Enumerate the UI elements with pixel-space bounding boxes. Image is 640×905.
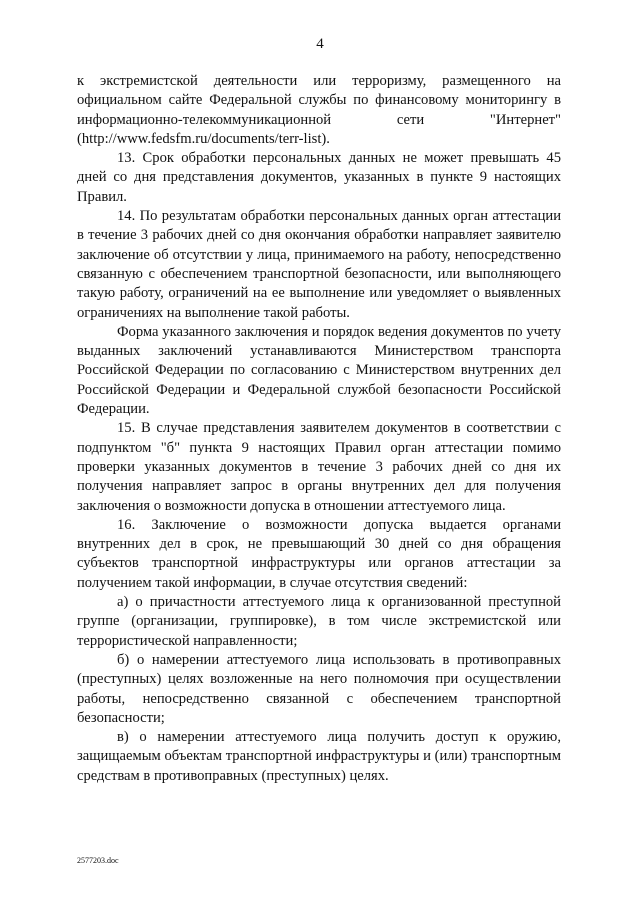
- paragraph-13: 13. Срок обработки персональных данных не может превышать 45 дней со дня представления документов, указанных в пункте 9 настоящих Правил.: [77, 150, 561, 205]
- page-number: 4: [316, 36, 324, 52]
- paragraph-16: 16. Заключение о возможности допуска выдается органами внутренних дел в срок, не превышающий 30 дней со дня обращения субъектов транспортной инфраструктуры или органов аттестации за получением такой информации, в случае отсутствия сведений:: [77, 516, 561, 591]
- paragraph-15: 15. В случае представления заявителем документов в соответствии с подпунктом "б" пункта 9 настоящих Правил орган аттестации помимо проверки указанных документов в течение 3 рабочих дней со дня их получения направляет запрос в органы внутренних дел для получения заключения о возможности допуска в отношении аттестуемого лица.: [77, 420, 561, 514]
- paragraph-continuation: к экстремистской деятельности или терроризму, размещенного на официальном сайте Федеральной службы по финансовому мониторингу в информационно-телекоммуникационной сети "Интернет" (http://www.fedsfm.ru/documents/terr-list).: [77, 73, 561, 147]
- paragraph-conclusion-form: Форма указанного заключения и порядок ведения документов по учету выданных заключений устанавливаются Министерством транспорта Российской Федерации по согласованию с Министерством внутренних дел Российской Федерации и Федеральной службой безопасности Российской Федерации.: [77, 323, 561, 418]
- paragraph-16-b: б) о намерении аттестуемого лица использовать в противоправных (преступных) целях возложенные на него полномочия при осуществлении работы, непосредственно связанной с обеспечением транспортной безопасности;: [77, 651, 561, 726]
- document-body: [77, 72, 561, 786]
- paragraph-16-a: а) о причастности аттестуемого лица к организованной преступной группе (организации, группировке), в том числе экстремистской или террористической направленности;: [77, 594, 561, 649]
- paragraph-14: 14. По результатам обработки персональных данных орган аттестации в течение 3 рабочих дней со дня окончания обработки направляет заявителю заключение об отсутствии у лица, принимаемого на работу, непосредственно связанную с обеспечением транспортной безопасности, или выполняющего такую работу, ограничений на ее выполнение или уведомляет о выявленных ограничениях на выполнение такой работы.: [77, 208, 561, 321]
- paragraph-16-v: в) о намерении аттестуемого лица получить доступ к оружию, защищаемым объектам транспортной инфраструктуры и (или) транспортным средствам в противоправных (преступных) целях.: [77, 729, 561, 784]
- footer-file-name: 2577203.doc: [77, 856, 119, 865]
